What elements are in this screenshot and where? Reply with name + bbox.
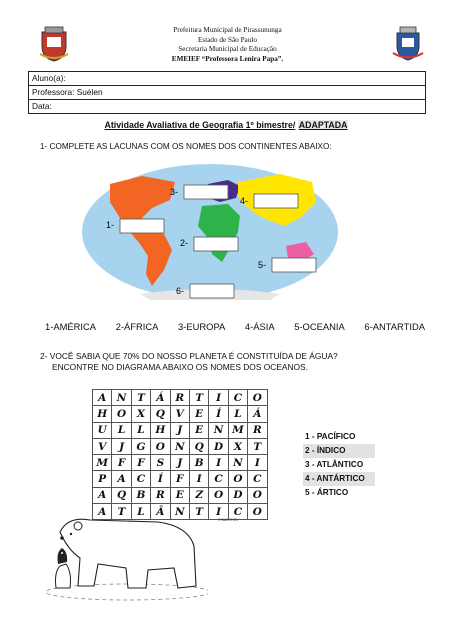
title-main: Atividade Avaliativa de Geografia 1º bimestre/ <box>104 120 296 130</box>
grid-cell[interactable]: D <box>228 487 247 503</box>
grid-cell[interactable]: I <box>248 455 267 471</box>
grid-row <box>93 438 268 454</box>
grid-cell[interactable]: C <box>248 471 267 487</box>
grid-cell[interactable]: Í <box>151 471 170 487</box>
grid-cell[interactable]: C <box>131 471 150 487</box>
continent-option: 2-ÁFRICA <box>115 321 159 332</box>
grid-cell[interactable]: J <box>170 455 189 471</box>
grid-cell[interactable]: A <box>93 504 112 520</box>
grid-cell[interactable]: E <box>189 422 208 438</box>
activity-title <box>0 120 453 130</box>
grid-cell[interactable]: X <box>228 438 247 454</box>
polar-bear-penguin-illustration <box>38 506 208 602</box>
date-field[interactable]: Data: <box>32 101 52 111</box>
grid-cell[interactable]: V <box>170 406 189 422</box>
grid-row <box>93 390 268 406</box>
grid-row <box>93 455 268 471</box>
grid-cell[interactable]: T <box>112 504 131 520</box>
grid-cell[interactable]: A <box>93 390 112 406</box>
grid-cell[interactable]: Q <box>151 406 170 422</box>
grid-cell[interactable]: J <box>112 438 131 454</box>
grid-cell[interactable]: I <box>209 504 228 520</box>
grid-cell[interactable]: N <box>209 422 228 438</box>
blank-label: 3- <box>170 187 179 197</box>
grid-cell[interactable]: T <box>189 504 208 520</box>
grid-cell[interactable]: Á <box>151 390 170 406</box>
header-line: Prefeitura Municipal de Pirassununga <box>173 26 282 34</box>
grid-cell[interactable]: A <box>93 487 112 503</box>
grid-cell[interactable]: T <box>189 390 208 406</box>
title-tag: ADAPTADA <box>298 120 348 130</box>
header-text <box>120 26 335 64</box>
grid-cell[interactable]: D <box>209 438 228 454</box>
school-crest-icon <box>392 26 424 62</box>
grid-cell[interactable]: G <box>131 438 150 454</box>
city-crest-icon <box>38 26 70 62</box>
grid-cell[interactable]: T <box>131 390 150 406</box>
grid-cell[interactable]: L <box>112 422 131 438</box>
grid-cell[interactable]: F <box>131 455 150 471</box>
grid-cell[interactable]: J <box>170 422 189 438</box>
grid-cell[interactable]: V <box>93 438 112 454</box>
blank-label: 5- <box>258 260 267 270</box>
grid-cell[interactable]: C <box>209 471 228 487</box>
grid-cell[interactable]: F <box>170 471 189 487</box>
school-name: EMEIEF “Professora Lenira Papa”. <box>171 54 284 63</box>
grid-cell[interactable]: R <box>151 487 170 503</box>
grid-cell[interactable]: H <box>151 422 170 438</box>
grid-cell[interactable]: B <box>189 455 208 471</box>
grid-cell[interactable]: E <box>170 487 189 503</box>
grid-cell[interactable]: S <box>151 455 170 471</box>
grid-cell[interactable]: L <box>131 504 150 520</box>
grid-cell[interactable]: I <box>189 471 208 487</box>
grid-cell[interactable]: N <box>170 438 189 454</box>
question-2 <box>40 351 430 372</box>
grid-cell[interactable]: X <box>131 406 150 422</box>
grid-cell[interactable]: O <box>209 487 228 503</box>
ocean-item: 2 - ÍNDICO <box>303 444 375 458</box>
grid-cell[interactable]: B <box>131 487 150 503</box>
teacher-field: Professora: Suélen <box>29 86 425 100</box>
blank-label: 4- <box>240 196 249 206</box>
continent-option: 1-AMÉRICA <box>45 321 97 332</box>
grid-cell[interactable]: N <box>170 504 189 520</box>
question-1: 1- COMPLETE AS LACUNAS COM OS NOMES DOS CONTINENTES ABAIXO: <box>40 142 332 151</box>
ocean-item: 1 - PACÍFICO <box>305 432 356 441</box>
grid-cell[interactable]: O <box>248 390 267 406</box>
grid-cell[interactable]: M <box>93 455 112 471</box>
student-name-field[interactable]: Aluno(a): <box>29 72 425 86</box>
ocean-item: 5 - ÁRTICO <box>305 488 349 497</box>
grid-cell[interactable]: R <box>170 390 189 406</box>
grid-cell[interactable]: T <box>248 438 267 454</box>
grid-cell[interactable]: Í <box>209 406 228 422</box>
world-map <box>80 162 340 302</box>
grid-cell[interactable]: O <box>228 471 247 487</box>
question-2-line: ENCONTRE NO DIAGRAMA ABAIXO OS NOMES DOS OCEANOS. <box>52 361 308 372</box>
ocean-item: 4 - ANTÁRTICO <box>303 472 375 486</box>
grid-row <box>93 487 268 503</box>
grid-cell[interactable]: N <box>112 390 131 406</box>
grid-credit: © BAIXITOS <box>218 518 238 522</box>
student-info-box <box>28 71 426 114</box>
blank-label: 6- <box>176 286 185 296</box>
grid-cell[interactable]: M <box>228 422 247 438</box>
grid-cell[interactable]: Â <box>151 504 170 520</box>
document-header <box>0 26 453 70</box>
continents-list <box>45 321 425 332</box>
grid-cell[interactable]: A <box>112 471 131 487</box>
question-2-line: 2- VOCÊ SABIA QUE 70% DO NOSSO PLANETA É CONSTITUÍDA DE ÁGUA? <box>40 351 338 361</box>
blank-label: 2- <box>180 238 189 248</box>
blank-label: 1- <box>106 220 115 230</box>
grid-cell[interactable]: P <box>93 471 112 487</box>
grid-cell[interactable]: H <box>93 406 112 422</box>
ocean-item: 3 - ATLÂNTICO <box>305 460 364 469</box>
grid-cell[interactable]: N <box>228 455 247 471</box>
grid-cell[interactable]: U <box>93 422 112 438</box>
grid-row <box>93 406 268 422</box>
grid-cell[interactable]: C <box>228 504 247 520</box>
grid-row <box>93 471 268 487</box>
grid-cell[interactable]: L <box>131 422 150 438</box>
header-line: Secretaria Municipal de Educação <box>178 45 277 54</box>
grid-cell[interactable]: I <box>209 390 228 406</box>
grid-cell[interactable]: O <box>151 438 170 454</box>
grid-row <box>93 422 268 438</box>
word-search-grid[interactable] <box>92 389 268 520</box>
continent-option: 3-EUROPA <box>178 321 226 332</box>
grid-cell[interactable]: R <box>248 422 267 438</box>
continent-option: 4-ÁSIA <box>244 321 275 332</box>
grid-cell[interactable]: L <box>228 406 247 422</box>
grid-cell[interactable]: I <box>209 455 228 471</box>
grid-cell[interactable]: Á <box>248 406 267 422</box>
continent-option: 5-OCEANIA <box>294 321 345 332</box>
grid-cell[interactable]: O <box>248 487 267 503</box>
oceans-list <box>303 430 375 500</box>
grid-cell[interactable]: Q <box>112 487 131 503</box>
grid-cell[interactable]: F <box>112 455 131 471</box>
grid-cell[interactable]: Q <box>189 438 208 454</box>
grid-cell[interactable]: C <box>228 390 247 406</box>
continent-option: 6-ANTARTIDA <box>364 321 425 332</box>
grid-cell[interactable]: Z <box>189 487 208 503</box>
header-line: Estado de São Paulo <box>198 35 257 44</box>
grid-cell[interactable]: O <box>248 504 267 520</box>
grid-cell[interactable]: E <box>189 406 208 422</box>
grid-cell[interactable]: O <box>112 406 131 422</box>
